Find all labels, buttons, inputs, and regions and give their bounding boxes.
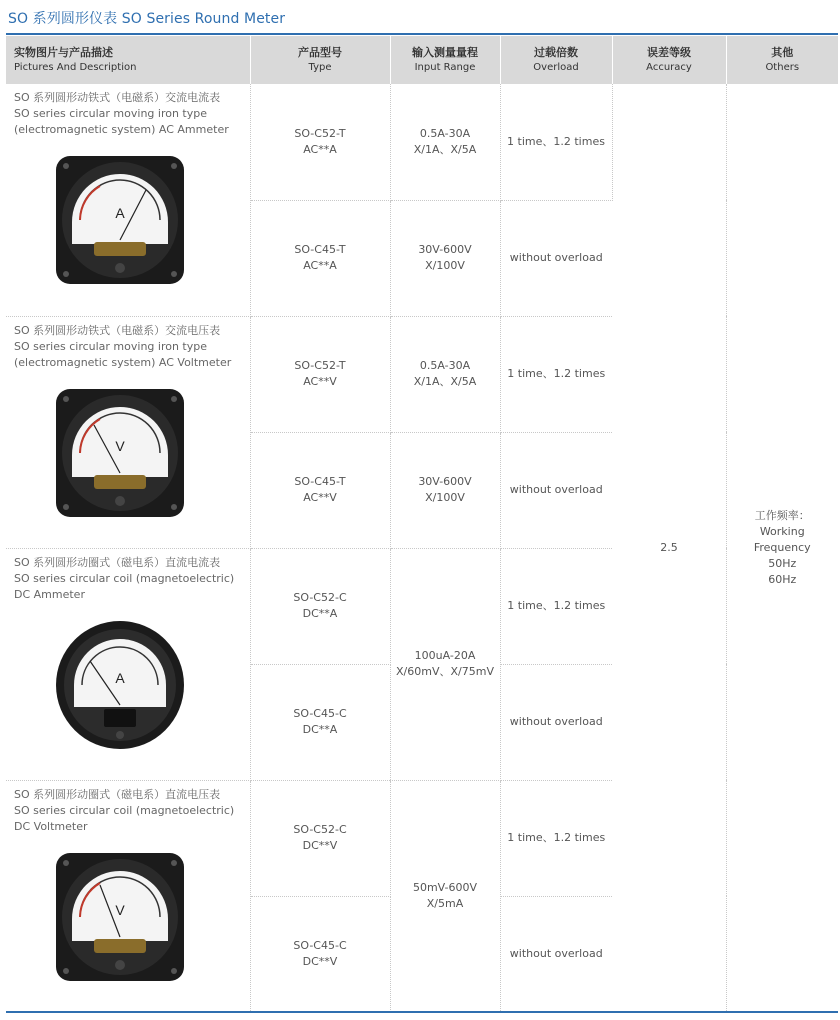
input-range-cell: 50mV-600V X/5mA [390,780,500,1012]
svg-text:A: A [115,205,125,221]
title-divider [6,33,838,35]
overload-cell: without overload [500,664,612,780]
column-header-input-range: 输入测量量程 Input Range [390,36,500,84]
input-range-cell: 100uA-20A X/60mV、X/75mV [390,548,500,780]
ac-ammeter-image [50,150,190,290]
accuracy-cell: 2.5 [612,84,726,1012]
type-cell: SO-C52-C DC**V [250,780,390,896]
bottom-divider [6,1011,838,1013]
overload-cell: 1 time、1.2 times [500,548,612,664]
table-row [6,84,838,200]
overload-cell: without overload [500,200,612,316]
input-range-cell: 30V-600V X/100V [390,200,500,316]
type-cell: SO-C45-T AC**V [250,432,390,548]
input-range-cell: 30V-600V X/100V [390,432,500,548]
column-header-others: 其他 Others [726,36,838,84]
type-cell: SO-C45-C DC**A [250,664,390,780]
product-description-ac-voltmeter: SO 系列圆形动铁式（电磁系）交流电压表 SO series circular moving iron type (electromagnetic system) AC Voltmeter V [6,316,250,548]
svg-text:V: V [115,901,125,918]
type-cell: SO-C45-T AC**A [250,200,390,316]
svg-text:A: A [115,669,125,686]
overload-cell: without overload [500,432,612,548]
spec-table [6,36,838,1013]
column-header-overload: 过载倍数 Overload [500,36,612,84]
type-cell: SO-C45-C DC**V [250,896,390,1012]
ac-voltmeter-image [50,383,190,523]
overload-cell: without overload [500,896,612,1012]
product-description-dc-voltmeter: SO 系列圆形动圈式（磁电系）直流电压表 SO series circular coil (magnetoelectric) DC Voltmeter V [6,780,250,1012]
table-header-row [6,36,838,84]
dc-voltmeter-image [50,847,190,987]
overload-cell: 1 time、1.2 times [500,84,612,200]
column-header-description: 实物图片与产品描述 Pictures And Description [6,36,250,84]
dc-ammeter-image [50,615,190,755]
overload-cell: 1 time、1.2 times [500,316,612,432]
svg-text:V: V [115,437,125,454]
type-cell: SO-C52-C DC**A [250,548,390,664]
page-title: SO 系列圆形仪表 SO Series Round Meter [8,11,286,27]
type-cell: SO-C52-T AC**V [250,316,390,432]
type-cell: SO-C52-T AC**A [250,84,390,200]
column-header-type: 产品型号 Type [250,36,390,84]
product-description-dc-ammeter: SO 系列圆形动圈式（磁电系）直流电流表 SO series circular coil (magnetoelectric) DC Ammeter A [6,548,250,780]
product-description-ac-ammeter: SO 系列圆形动铁式（电磁系）交流电流表 SO series circular moving iron type (electromagnetic system) AC Ammeter A [6,84,250,316]
others-cell: 工作频率： Working Frequency 50Hz 60Hz [726,84,838,1012]
column-header-accuracy: 误差等级 Accuracy [612,36,726,84]
input-range-cell: 0.5A-30A X/1A、X/5A [390,84,500,200]
overload-cell: 1 time、1.2 times [500,780,612,896]
input-range-cell: 0.5A-30A X/1A、X/5A [390,316,500,432]
